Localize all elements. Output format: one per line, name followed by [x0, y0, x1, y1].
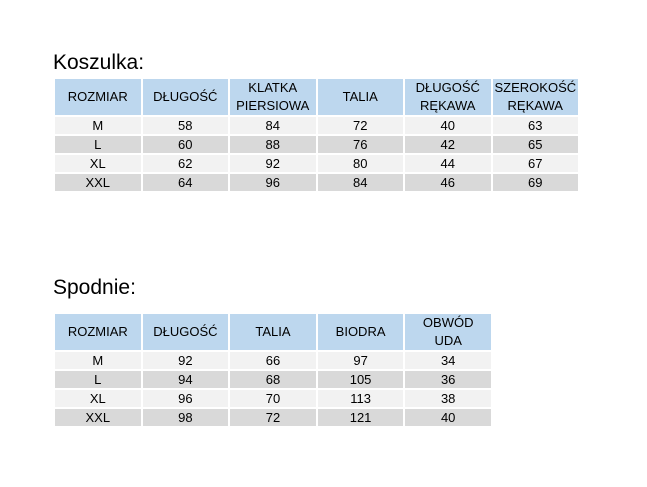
size-cell: XL	[55, 390, 141, 407]
column-header: ROZMIAR	[55, 79, 141, 115]
measurement-cell: 36	[405, 371, 491, 388]
measurement-cell: 65	[493, 136, 579, 153]
measurement-cell: 98	[143, 409, 229, 426]
shirt-size-table	[53, 77, 580, 193]
measurement-cell: 72	[230, 409, 316, 426]
measurement-cell: 94	[143, 371, 229, 388]
measurement-cell: 70	[230, 390, 316, 407]
measurement-cell: 105	[318, 371, 404, 388]
measurement-cell: 80	[318, 155, 404, 172]
measurement-cell: 60	[143, 136, 229, 153]
measurement-cell: 66	[230, 352, 316, 369]
column-header: DŁUGOŚĆ	[143, 314, 229, 350]
column-header: TALIA	[318, 79, 404, 115]
column-header: ROZMIAR	[55, 314, 141, 350]
measurement-cell: 63	[493, 117, 579, 134]
measurement-cell: 113	[318, 390, 404, 407]
measurement-cell: 46	[405, 174, 491, 191]
measurement-cell: 88	[230, 136, 316, 153]
size-cell: XXL	[55, 174, 141, 191]
measurement-cell: 40	[405, 409, 491, 426]
size-cell: L	[55, 371, 141, 388]
table-row	[55, 155, 578, 172]
table-row	[55, 136, 578, 153]
size-cell: XL	[55, 155, 141, 172]
measurement-cell: 72	[318, 117, 404, 134]
column-header: DŁUGOŚĆ RĘKAWA	[405, 79, 491, 115]
measurement-cell: 42	[405, 136, 491, 153]
table-row	[55, 371, 491, 388]
measurement-cell: 68	[230, 371, 316, 388]
measurement-cell: 76	[318, 136, 404, 153]
measurement-cell: 84	[230, 117, 316, 134]
table-row	[55, 174, 578, 191]
column-header: OBWÓD UDA	[405, 314, 491, 350]
pants-section-title: Spodnie:	[53, 276, 136, 299]
measurement-cell: 58	[143, 117, 229, 134]
measurement-cell: 84	[318, 174, 404, 191]
table-row	[55, 117, 578, 134]
measurement-cell: 97	[318, 352, 404, 369]
measurement-cell: 92	[143, 352, 229, 369]
measurement-cell: 121	[318, 409, 404, 426]
column-header: SZEROKOŚĆ RĘKAWA	[494, 80, 577, 113]
measurement-cell: 96	[230, 174, 316, 191]
column-header: BIODRA	[318, 314, 404, 350]
size-cell: XXL	[55, 409, 141, 426]
measurement-cell: 44	[405, 155, 491, 172]
measurement-cell: 34	[405, 352, 491, 369]
measurement-cell: 96	[143, 390, 229, 407]
size-cell: M	[55, 117, 141, 134]
measurement-cell: 62	[143, 155, 229, 172]
measurement-cell: 67	[493, 155, 579, 172]
shirt-section-title: Koszulka:	[53, 51, 145, 74]
header-row	[55, 79, 578, 115]
header-row	[55, 314, 491, 350]
measurement-cell: 40	[405, 117, 491, 134]
table-row	[55, 390, 491, 407]
measurement-cell: 64	[143, 174, 229, 191]
measurement-cell: 38	[405, 390, 491, 407]
measurement-cell: 69	[493, 174, 579, 191]
pants-size-table	[53, 312, 493, 428]
table-row	[55, 409, 491, 426]
column-header: DŁUGOŚĆ	[143, 79, 229, 115]
column-header: TALIA	[230, 314, 316, 350]
table-body	[55, 352, 491, 426]
size-cell: M	[55, 352, 141, 369]
table-body	[55, 117, 578, 191]
table-row	[55, 352, 491, 369]
measurement-cell: 92	[230, 155, 316, 172]
size-cell: L	[55, 136, 141, 153]
column-header: KLATKA PIERSIOWA	[230, 79, 316, 115]
